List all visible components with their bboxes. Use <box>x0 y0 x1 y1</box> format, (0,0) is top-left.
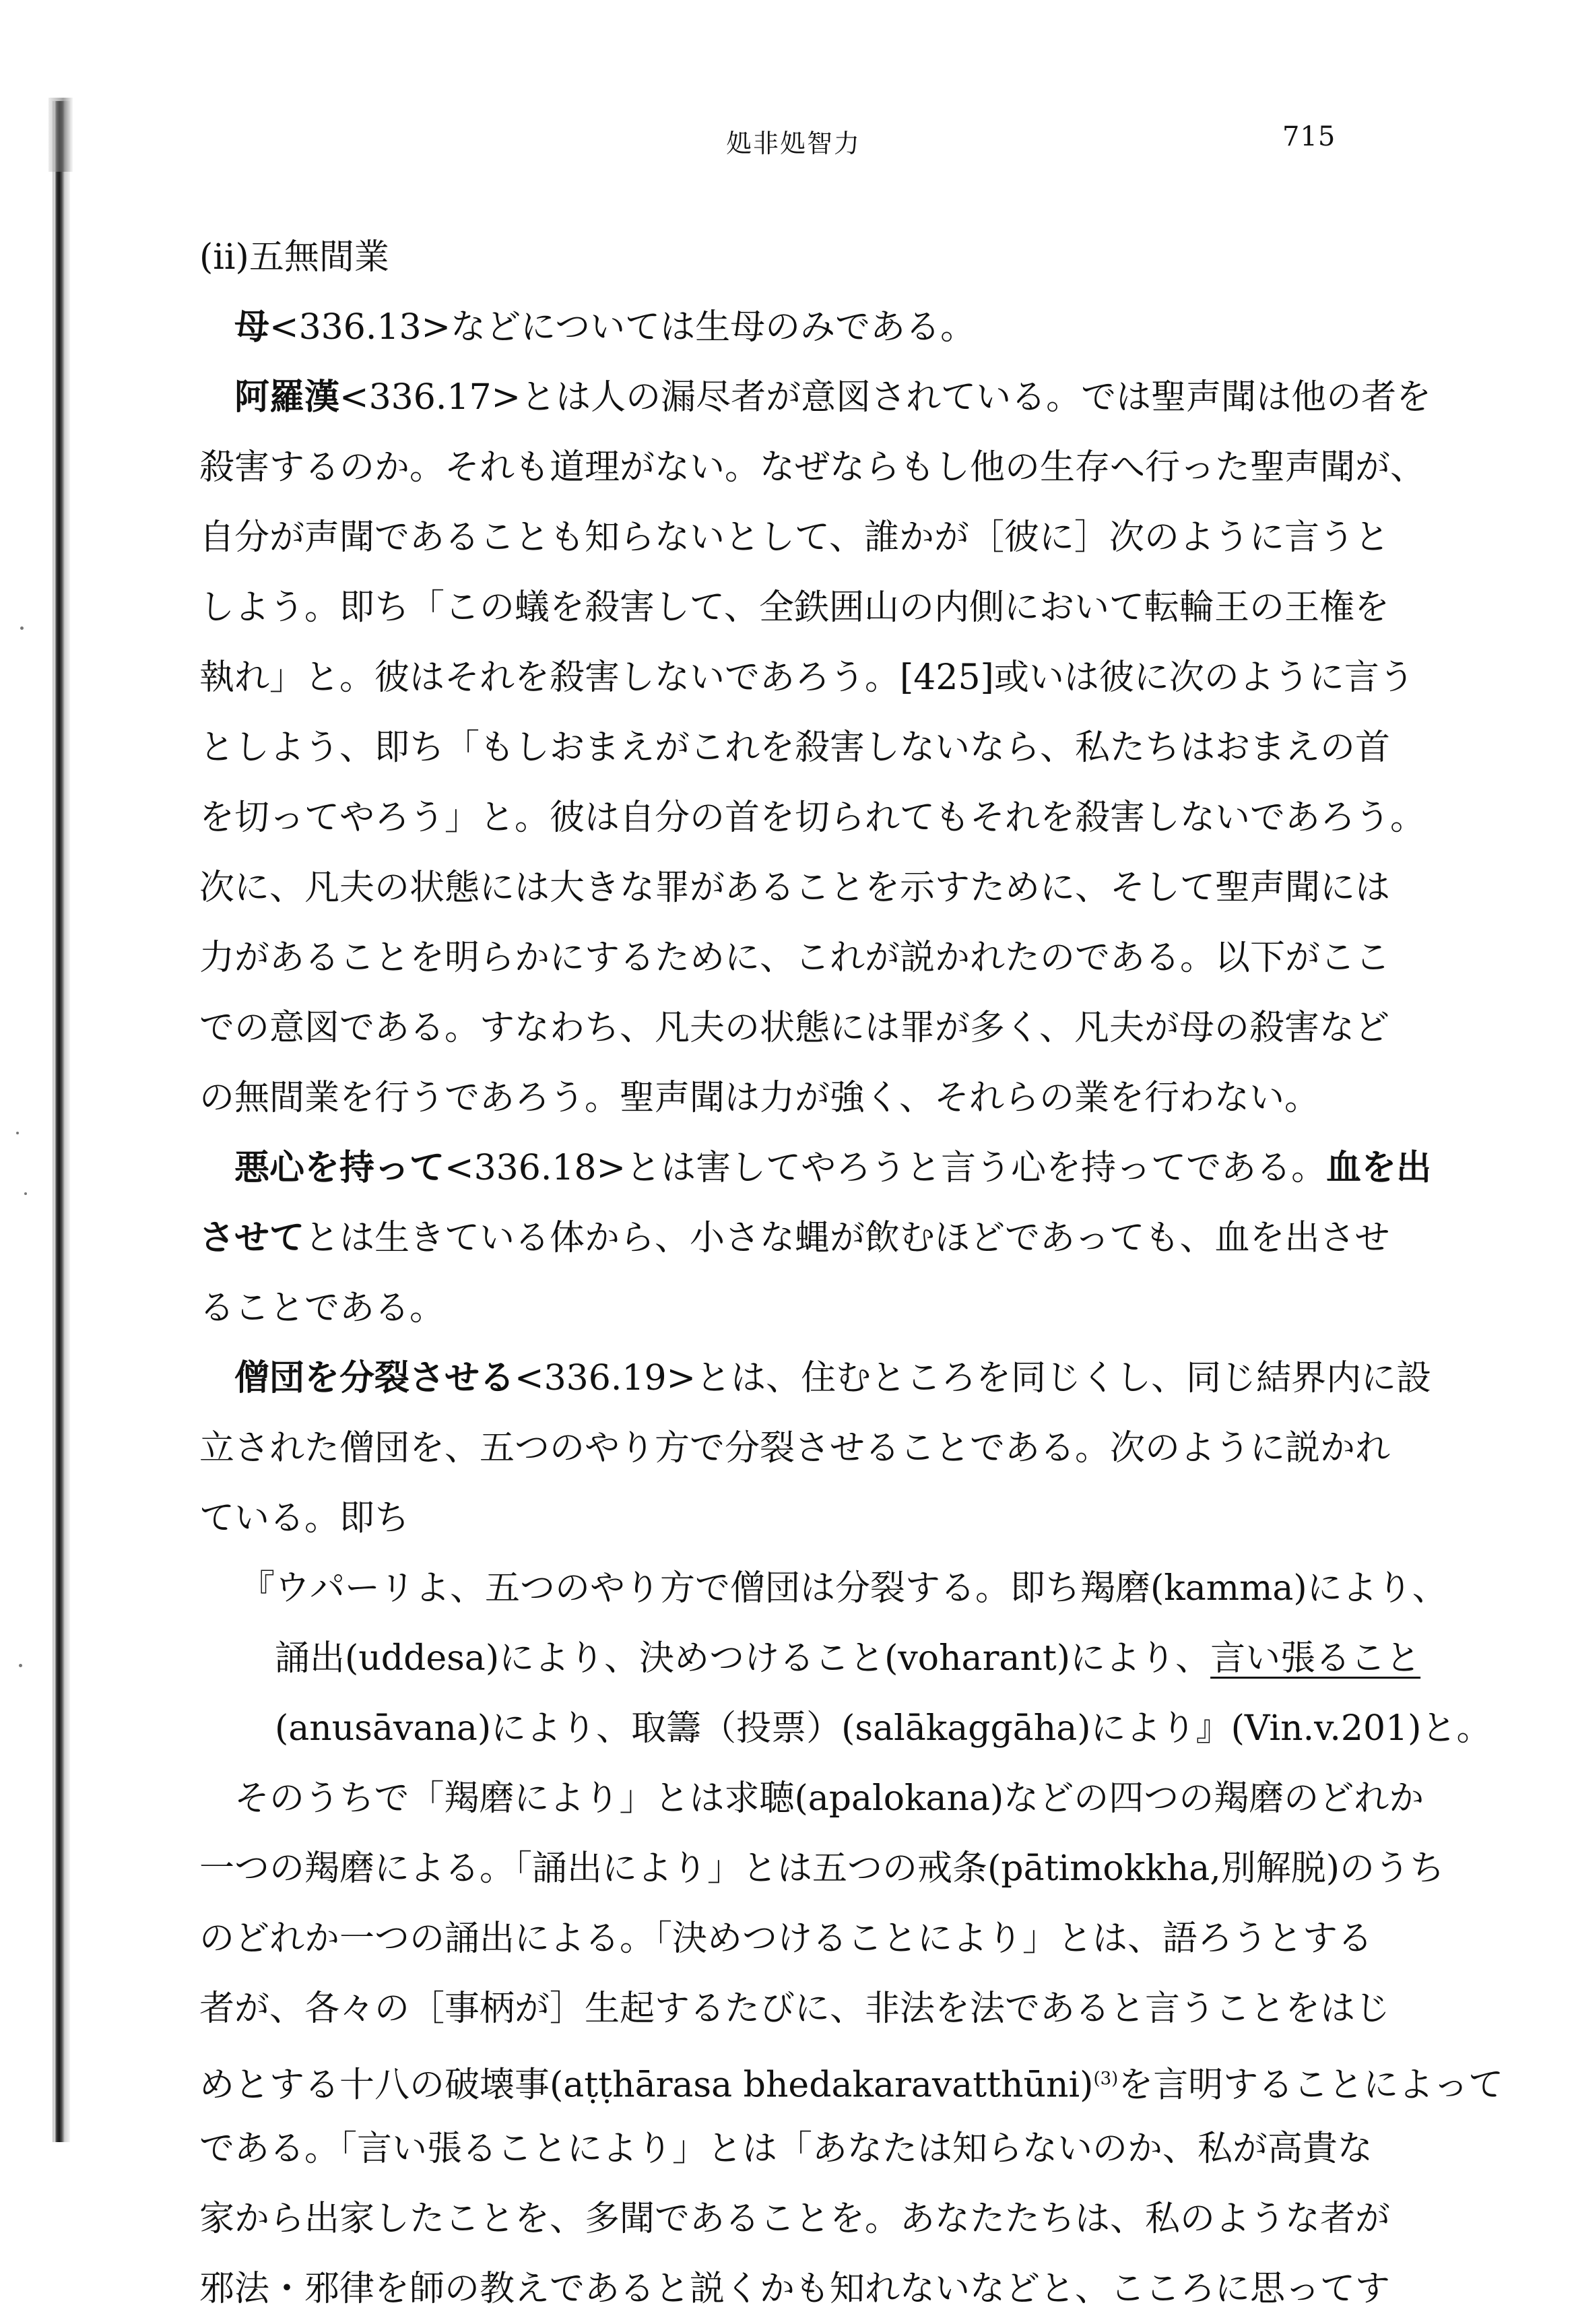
text-line: のどれか一つの誦出による。「決めつけることにより」とは、語ろうとする <box>199 1918 1373 1959</box>
section-heading: (ii)五無間業 <box>199 237 389 278</box>
term-draw-blood: 血を出 <box>1326 1147 1432 1188</box>
footnote-ref: (3) <box>1093 2069 1119 2089</box>
text-line: しよう。即ち「この蟻を殺害して、全鉄囲山の内側において転輪王の王権を <box>199 587 1389 628</box>
text-line: とは生きている体から、小さな蝿が飲むほどであっても、血を出させ <box>304 1218 1390 1258</box>
text-segment: を言明することによって <box>1118 2065 1504 2106</box>
text-line: <336.19>とは、住むところを同じくし、同じ結界内に設 <box>515 1358 1432 1398</box>
page-number: 715 <box>1282 121 1336 152</box>
text-line: そのうちで「羯磨により」とは求聴(apalokana)などの四つの羯磨のどれか <box>234 1778 1424 1819</box>
text-line: 執れ」と。彼はそれを殺害しないであろう。[425]或いは彼に次のように言う <box>199 657 1414 698</box>
page-binding-shadow <box>53 101 70 2142</box>
term-arhat: 阿羅漢 <box>234 377 340 418</box>
paragraph-schism <box>199 1343 1432 1413</box>
text-line: 自分が声聞であることも知らないとして、誰かが［彼に］次のように言うと <box>199 517 1389 558</box>
text-line: の無間業を行うであろう。聖声聞は力が強く、それらの業を行わない。 <box>199 1078 1319 1118</box>
text-line: ることである。 <box>199 1288 445 1328</box>
paragraph-arhat <box>199 362 1432 432</box>
text-line: である。「言い張ることにより」とは「あなたは知らないのか、私が高貴な <box>199 2129 1373 2169</box>
main-text <box>199 222 1504 2324</box>
quote-line: (anusāvana)により、取籌（投票）(salākaggāha)により』(Vin.v.201)と。 <box>275 1708 1492 1749</box>
text-line: ている。即ち <box>199 1498 410 1539</box>
underlined-term: 言い張ること <box>1210 1638 1421 1679</box>
text-line: 一つの羯磨による。「誦出により」とは五つの戒条(pātimokkha,別解脱)のうち <box>199 1848 1445 1889</box>
scan-speck <box>24 1192 27 1195</box>
text-line: <336.18>とは害してやろうと言う心を持ってである。 <box>445 1148 1327 1188</box>
text-line: <336.13>などについては生母のみである。 <box>269 307 976 348</box>
paragraph-evil-mind <box>199 1133 1432 1203</box>
text-line <box>199 1203 1390 1273</box>
term-draw-blood-cont: させて <box>199 1217 305 1258</box>
text-line: 力があることを明らかにするために、これが説かれたのである。以下がここ <box>199 938 1391 978</box>
quote-text: 誦出(uddesa)により、決めつけること(voharant)により、 <box>275 1638 1211 1679</box>
paragraph-mother <box>199 292 1385 362</box>
term-mother: 母 <box>234 306 270 348</box>
text-line: を切ってやろう」と。彼は自分の首を切られてもそれを殺害しないであろう。 <box>199 798 1426 838</box>
running-title: 処非処智力 <box>726 129 861 158</box>
scan-speck <box>16 1132 19 1134</box>
text-line: 次に、凡夫の状態には大きな罪があることを示すために、そして聖声聞には <box>199 868 1391 908</box>
quote-line: 『ウパーリよ、五つのやり方で僧団は分裂する。即ち羯磨(kamma)により、 <box>240 1568 1447 1609</box>
scan-speck <box>19 1664 22 1667</box>
text-line <box>199 2044 1504 2114</box>
term-evil-mind: 悪心を持って <box>234 1147 445 1188</box>
text-line: 立された僧団を、五つのやり方で分裂させることである。次のように説かれ <box>199 1428 1391 1468</box>
quote-line <box>199 1623 1421 1693</box>
text-line: 邪法・邪律を師の教えであると説くかも知れないなどと、こころに思ってす <box>199 2269 1391 2309</box>
text-line: 者が、各々の［事柄が］生起するたびに、非法を法であると言うことをはじ <box>199 1989 1391 2029</box>
text-line: 家から出家したことを、多聞であることを。あなたたちは、私のような者が <box>199 2199 1391 2239</box>
scan-speck <box>20 626 24 630</box>
text-line: としよう、即ち「もしおまえがこれを殺害しないなら、私たちはおまえの首 <box>199 728 1391 768</box>
text-line: 殺害するのか。それも道理がない。なぜならもし他の生存へ行った聖声聞が、 <box>199 447 1426 488</box>
text-line: <336.17>とは人の漏尽者が意図されている。では聖声聞は他の者を <box>339 377 1432 418</box>
page-binding-smudge <box>48 98 73 172</box>
term-schism: 僧団を分裂させる <box>234 1357 515 1398</box>
text-segment: めとする十八の破壊事(aṭṭhārasa bhedakaravatthūni) <box>199 2065 1094 2106</box>
text-line: での意図である。すなわち、凡夫の状態には罪が多く、凡夫が母の殺害など <box>199 1008 1389 1048</box>
